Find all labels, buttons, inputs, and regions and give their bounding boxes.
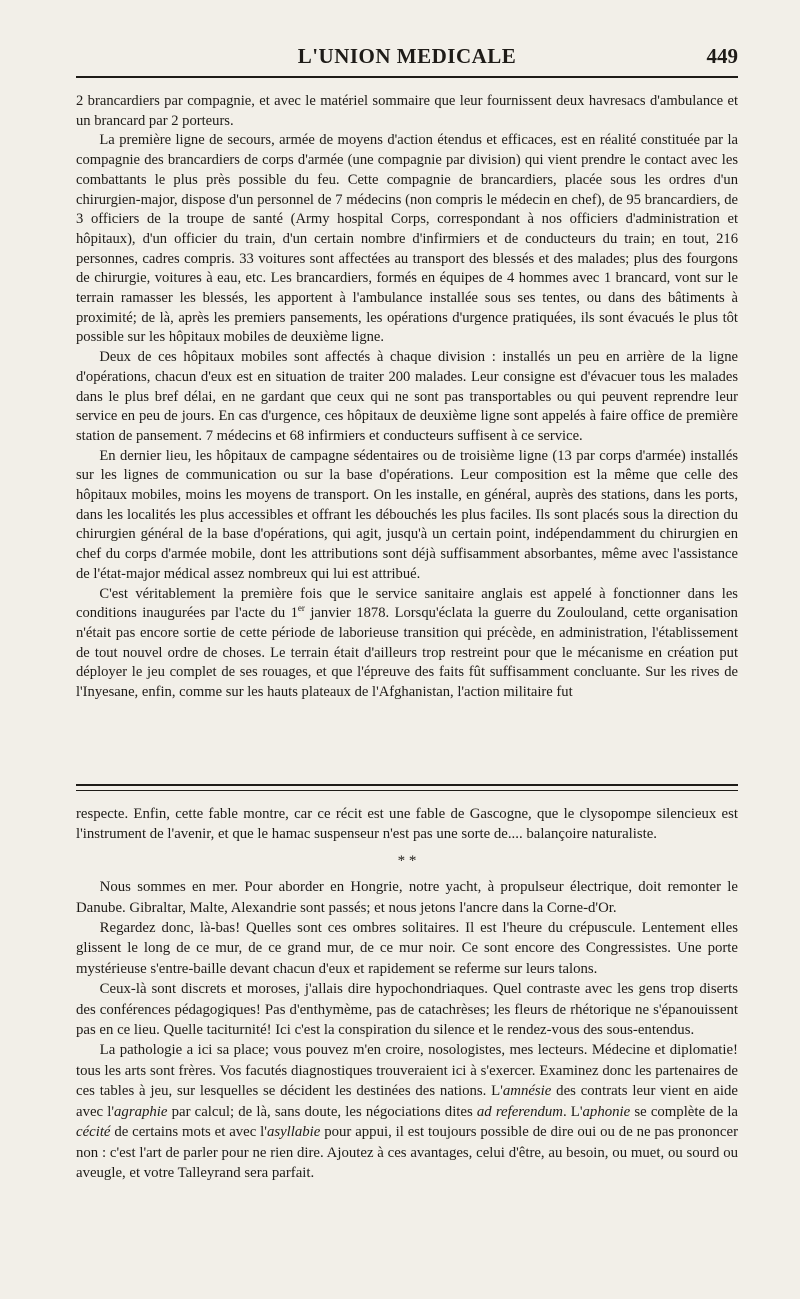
article-paragraph: La première ligne de secours, armée de moyens d'action étendus et efficaces, est en réalité constituée par la compagnie des brancardiers de corps d'armée (une compagnie par division) qui vient prendre le contact avec les combattants le plus près possible du feu. Cette compagnie de brancardiers, placée sous les ordres d'un chirurgien-major, dispose d'un personnel de 7 médecins (non compris le médecin en chef), de 95 brancardiers, de 3 officiers de la troupe de santé (Army hospital Corps, correspondant à nos officiers d'administration et hôpitaux), d'un officier du train, d'un certain nombre d'infirmiers et de conducteurs du train; en tout, 216 personnes, cadres compris. 33 voitures sont affectées au transport des blessés et des malades; plus des fourgons de chirurgie, voitures à eau, etc. Les brancardiers, formés en équipes de 4 hommes avec 1 brancard, vont sur le terrain ramasser les blessés, les apportent à l'ambulance installée sous ses tentes, ou dans des bâtiments à proximité; de là, après les premiers pansements, les opérations d'urgence pratiquées, ils sont évacués le plus tôt possible sur les hôpitaux mobiles de deuxième ligne. xyxy=(76,132,738,346)
feuilleton-paragraph: La pathologie a ici sa place; vous pouvez m'en croire, nosologistes, mes lecteurs. Médecine et diplomatie! tous les arts sont frères. Vos facutés diagnostiques trouveraient ici à s'exercer. Examinez donc les partenaires de ces tables à jeu, sur lesquelles se décident les destinées des nations. L'amnésie des contrats leur vient en aide avec l'agraphie par calcul; de là, sans doute, les négociations dites ad referendum. L'aphonie se complète de la cécité de certains mots et avec l'asyllabie pour appui, il est toujours possible de dire oui ou de ne pas prononcer non : c'est l'art de parler pour ne rien dire. Ajoutez à ces avantages, celui d'être, au besoin, ou muet, ou sourd ou aveugle, et votre Talleyrand sera parfait. xyxy=(76,1042,738,1181)
feuilleton-paragraph: Nous sommes en mer. Pour aborder en Hongrie, notre yacht, à propulseur électrique, doit remonter le Danube. Gibraltar, Malte, Alexandrie sont passés; et nous jetons l'ancre dans la Corne-d'Or. xyxy=(76,879,738,916)
feuilleton-body xyxy=(76,804,738,1264)
feuilleton-rule-bottom xyxy=(76,790,738,791)
article-paragraph: En dernier lieu, les hôpitaux de campagne sédentaires ou de troisième ligne (13 par corps d'armée) installés sur les lignes de communication ou sur la base d'opérations. Leur composition est la même que celle des hôpitaux mobiles, moins les moyens de transport. On les installe, en général, auprès des stations, dans les ports, dans les localités les plus accessibles et offrant les débouchés les plus faciles. Ils sont placés sous la direction du chirurgien général de la base d'opérations, qui agit, jusqu'à un certain point, indépendamment du chirurgien en chef du corps d'armée mobile, dont les attributions sont déjà suffisamment absorbantes, même avec l'assistance de l'état-major médical assez nombreux qui lui est attribué. xyxy=(76,447,738,582)
article-paragraph: C'est véritablement la première fois que le service sanitaire anglais est appelé à fonctionner dans les conditions inaugurées par l'acte du 1er janvier 1878. Lorsqu'éclata la guerre du Zoulouland, cette organisation n'était pas encore sortie de cette période de laborieuse transition qui précède, en administration, l'établissement de tout nouvel ordre de choses. Le terrain était d'ailleurs trop restreint pour que le mécanisme en création put déployer le jeu complet de ses rouages, et que l'épreuve des faits fût suffisamment concluante. Sur les rives de l'Inyesane, enfin, comme sur les hauts plateaux de l'Afghanistan, l'action militaire fut xyxy=(76,585,738,701)
feuilleton-rule-top xyxy=(76,784,738,786)
running-header xyxy=(76,40,738,74)
journal-title: L'UNION MEDICALE xyxy=(297,44,517,68)
feuilleton-paragraph: Regardez donc, là-bas! Quelles sont ces ombres solitaires. Il est l'heure du crépuscule. Lentement elles glissent le long de ce mur, de ce grand mur, de ce mur noir. Ce sont encore des Congressistes. Une porte mystérieuse s'entre-baille devant chacun d'eux et rapidement se referme sur leurs talons. xyxy=(76,920,738,977)
page-number: 449 xyxy=(706,44,738,68)
header-rule xyxy=(76,76,738,78)
feuilleton-paragraph: Ceux-là sont discrets et moroses, j'allais dire hypochondriaques. Quel contraste avec les gens trop diserts des conférences pédagogiques! Pas d'enthymème, pas de catachrèses; les fleurs de rhétorique ne s'épanouissent pas en ce lieu. Quelle taciturnité! Ici c'est la conspiration du silence et le rendez-vous des sous-entendus. xyxy=(76,981,738,1039)
article-paragraph: 2 brancardiers par compagnie, et avec le matériel sommaire que leur fournissent deux havresacs d'ambulance et un brancard par 2 porteurs. xyxy=(76,93,738,129)
section-separator: * * xyxy=(397,852,417,869)
feuilleton-paragraph: respecte. Enfin, cette fable montre, car ce récit est une fable de Gascogne, que le clysopompe silencieux est l'instrument de l'avenir, et que le hamac suspenseur n'est pas une sorte de.... balançoire naturaliste. xyxy=(76,806,738,843)
article-body xyxy=(76,92,738,780)
article-paragraph: Deux de ces hôpitaux mobiles sont affectés à chaque division : installés un peu en arrière de la ligne d'opérations, chacun d'eux est en situation de traiter 200 malades. Leur consigne est d'évacuer tous les malades dans le plus bref délai, en ne gardant que ceux qui ne sont pas transportables ou qui peuvent reprendre leur service en peu de jours. En cas d'urgence, ces hôpitaux de deuxième ligne sont appelés à faire office de première station de pansement. 7 médecins et 68 infirmiers et conducteurs suffisent à ce service. xyxy=(76,349,738,444)
superscript: er xyxy=(297,603,305,614)
